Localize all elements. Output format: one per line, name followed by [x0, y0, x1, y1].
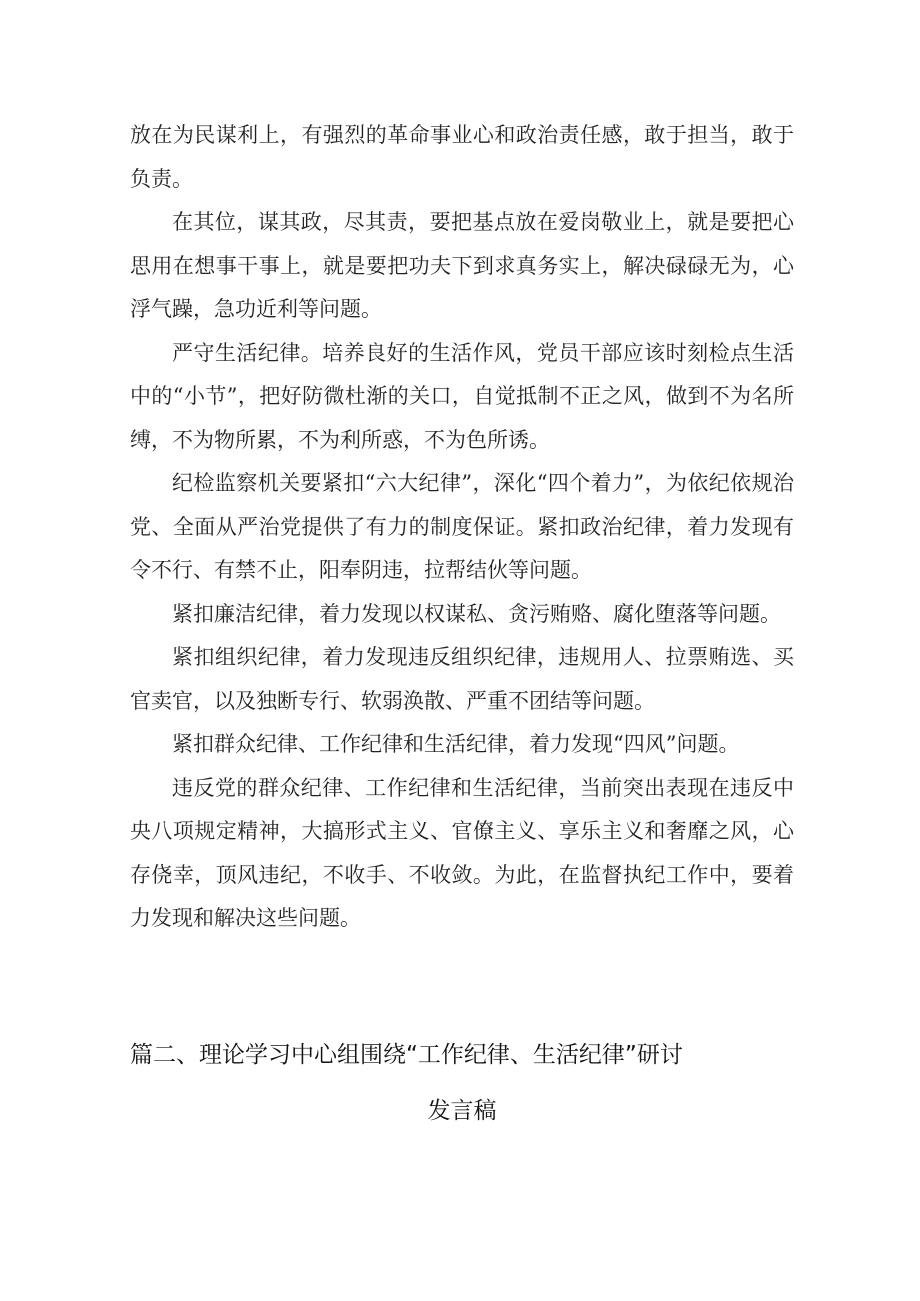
paragraph: 紧扣廉洁纪律，着力发现以权谋私、贪污贿赂、腐化堕落等问题。	[172, 601, 781, 626]
section-heading-line2: 发言稿	[427, 1098, 497, 1124]
paragraph: 在其位，谋其政，尽其责，要把基点放在爱岗敬业上，就是要把心思用在想事干事上，就是要把功夫下到求真务实上，解决碌碌无为，心浮气躁，急功近利等问题。	[130, 210, 794, 321]
paragraph: 严守生活纪律。培养良好的生活作风，党员干部应该时刻检点生活中的“小节”，把好防微杜渐的关口，自觉抵制不正之风，做到不为名所缚，不为物所累，不为利所惑，不为色所诱。	[130, 340, 794, 452]
paragraph: 紧扣群众纪律、工作纪律和生活纪律，着力发现“四风”问题。	[172, 732, 740, 756]
section-heading-line1: 篇二、理论学习中心组围绕“工作纪律、生活纪律”研讨	[130, 1042, 683, 1068]
paragraph: 紧扣组织纪律，着力发现违反组织纪律，违规用人、拉票贿选、买官卖官，以及独断专行、软弱涣散、严重不团结等问题。	[130, 645, 794, 713]
document-body	[130, 114, 794, 941]
paragraph-continued: 放在为民谋利上，有强烈的革命事业心和政治责任感，敢于担当，敢于负责。	[130, 123, 794, 191]
paragraph: 纪检监察机关要紧扣“六大纪律”，深化“四个着力”，为依纪依规治党、全面从严治党提供了有力的制度保证。紧扣政治纪律，着力发现有令不行、有禁不止，阳奉阴违，拉帮结伙等问题。	[130, 471, 794, 582]
paragraph: 违反党的群众纪律、工作纪律和生活纪律，当前突出表现在违反中央八项规定精神，大搞形式主义、官僚主义、享乐主义和奢靡之风，心存侥幸，顶风违纪，不收手、不收敛。为此，在监督执纪工作中，要着力发现和解决这些问题。	[130, 775, 794, 930]
